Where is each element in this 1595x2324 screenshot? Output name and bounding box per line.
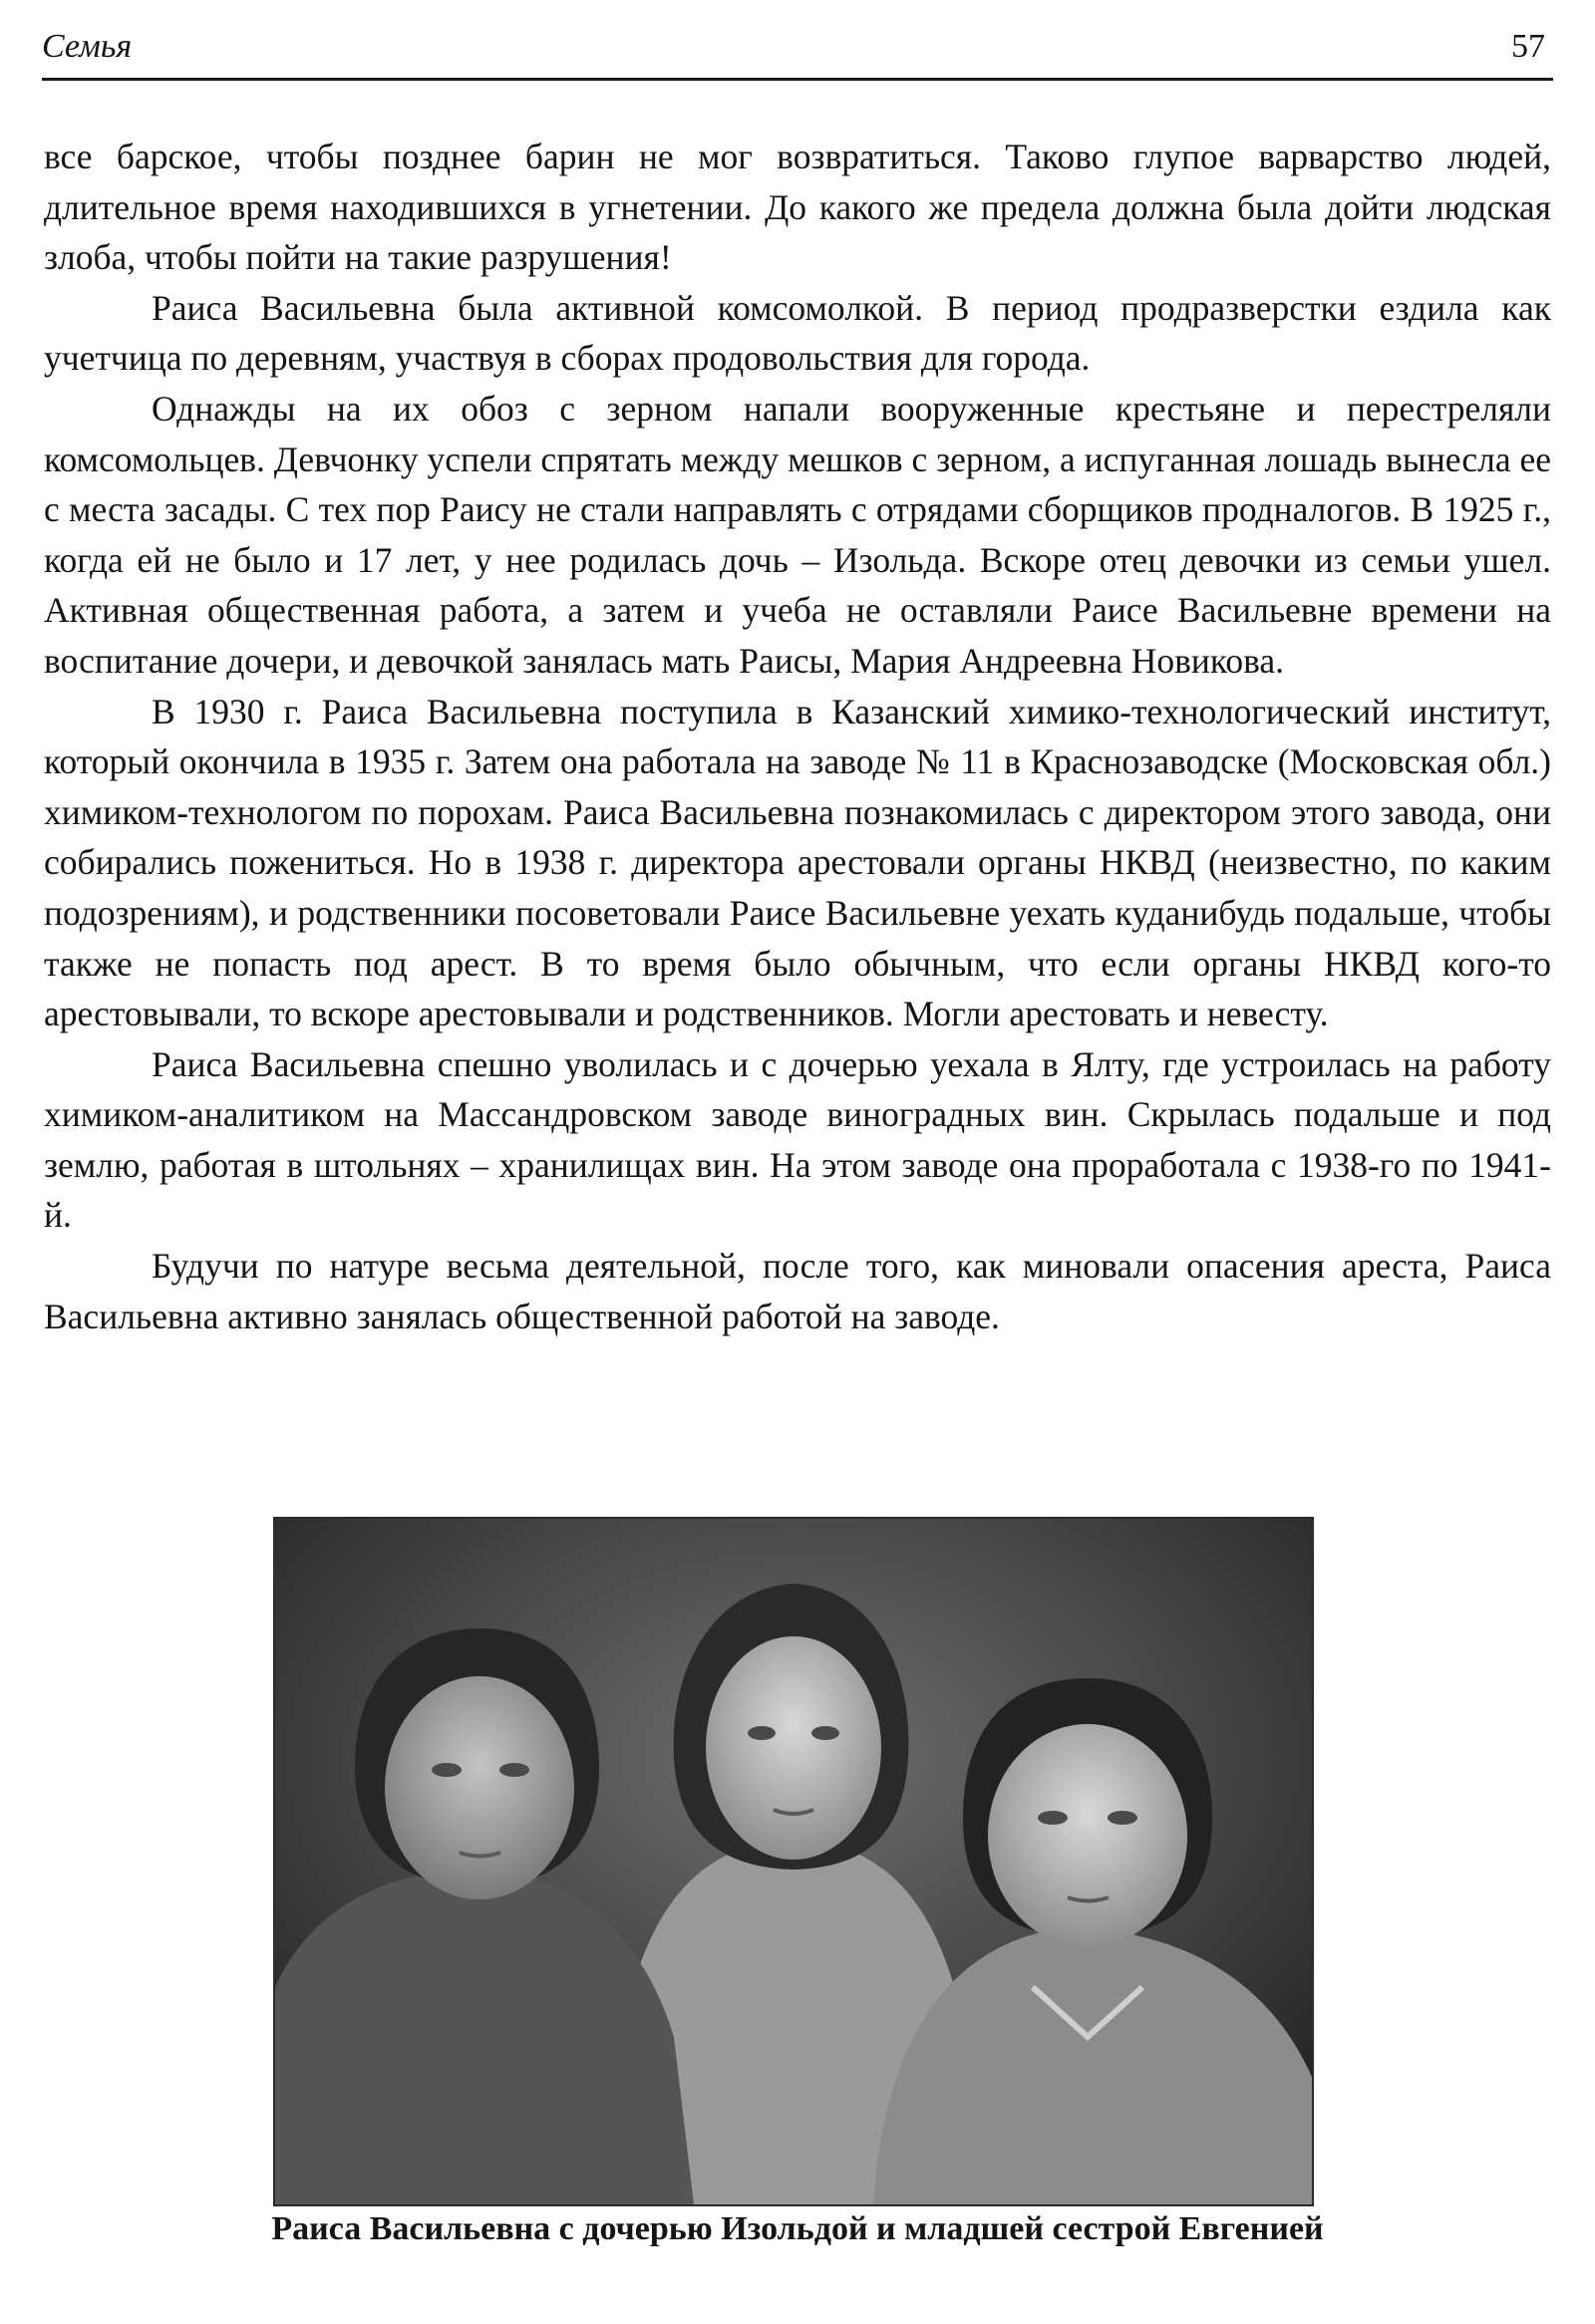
page-number: 57 [1511,28,1545,65]
running-header [42,22,1553,81]
figure-caption: Раиса Васильевна с дочерью Изольдой и младшей сестрой Евгенией [271,2210,1324,2247]
paragraph: Однажды на их обоз с зерном напали вооруженные крестьяне и перестреляли комсомольцев. Девчонку успели спрятать между мешков с зерном, а испуганная лошадь вынесла ее с места засады. С тех пор Раису не стали направлять с отрядами сборщиков продналогов. В 1925 г., когда ей не было и 17 лет, у нее родилась дочь – Изольда. Вскоре отец девочки из семьи ушел. Активная общественная работа, а затем и учеба не оставляли Раисе Васильевне времени на воспитание дочери, и девочкой занялась мать Раисы, Мария Андреевна Новикова. [44,388,1551,681]
paragraph: Раиса Васильевна была активной комсомолкой. В период продразверстки ездила как учетчица по деревням, участвуя в сборах продовольствия для города. [44,287,1551,379]
paragraph: все барское, чтобы позднее барин не мог возвратиться. Таково глупое варварство людей, длительное время находившихся в угнетении. До какого же предела должна была дойти людская злоба, чтобы пойти на такие разрушения! [44,137,1551,278]
section-title: Семья [42,28,133,65]
paragraph: Будучи по натуре весьма деятельной, после того, как миновали опасения ареста, Раиса Васильевна активно занялась общественной работой на заводе. [44,1246,1551,1336]
paragraph: Раиса Васильевна спешно уволилась и с дочерью уехала в Ялту, где устроилась на работу химиком-аналитиком на Массандровском заводе виноградных вин. Скрылась подальше и под землю, работая в штольнях – хранилищах вин. На этом заводе она проработала с 1938-го по 1941-й. [44,1043,1551,1236]
family-photo [273,1517,1314,2206]
body-text [44,132,1551,1341]
photo-illustration [275,1519,1312,2204]
paragraph: В 1930 г. Раиса Васильевна поступила в Казанский химико-технологический институт, который окончила в 1935 г. Затем она работала на заводе № 11 в Краснозаводске (Московская обл.) химиком-технологом по порохам. Раиса Васильевна познакомилась с директором этого завода, они собирались пожениться. Но в 1938 г. директора арестовали органы НКВД (неизвестно, по каким подозрениям), и родственники посоветовали Раисе Васильевне уехать куданибудь подальше, чтобы также не попасть под арест. В то время было обычным, что если органы НКВД кого-то арестовывали, то вскоре арестовывали и родственников. Могли арестовать и невесту. [44,691,1551,1034]
